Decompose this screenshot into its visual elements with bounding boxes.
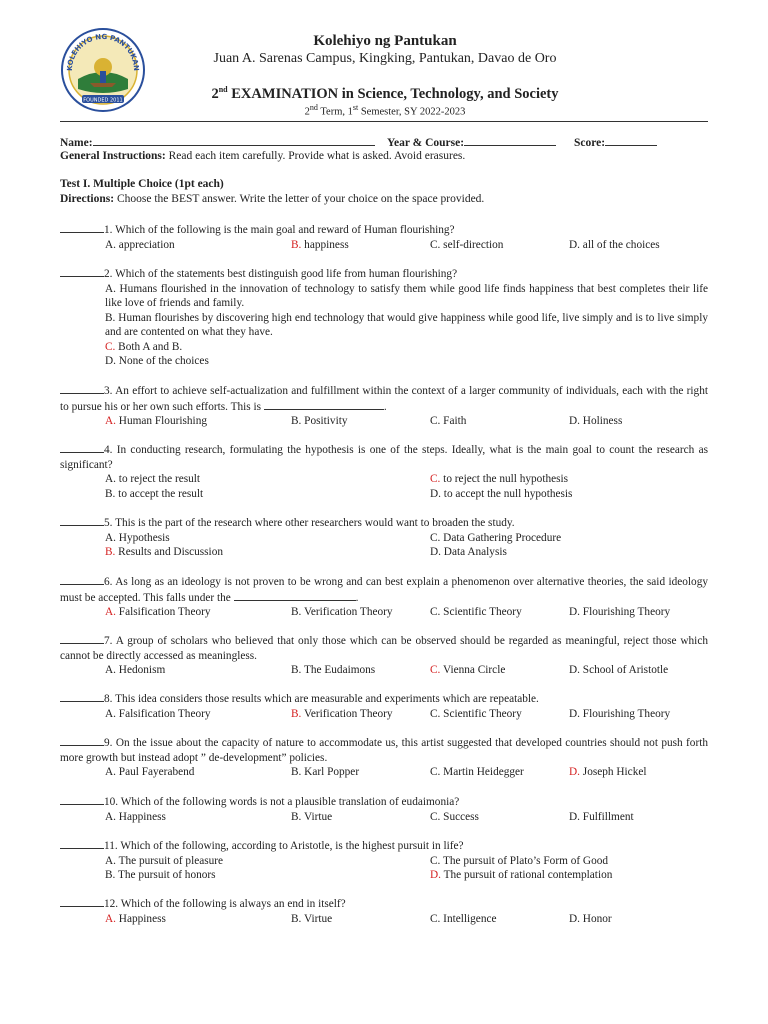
exam-title: 2nd EXAMINATION in Science, Technology, and Society xyxy=(211,85,559,102)
option-d: D. Flourishing Theory xyxy=(569,606,671,618)
school-seal-logo xyxy=(60,27,146,113)
question-2: 2. Which of the statements best distinguish good life from human flourishing? A. Humans flourished in the innovation of technology to satisfy them while good life finds happiness that best completes their life like love of friends and family. B. Human flourishes by discovering high end technology that would give happiness while good life, live simply and is to live simply and are contented on what they have. C. Both A and B. D. None of the choices xyxy=(60,266,708,369)
option-a: A. Happiness xyxy=(105,810,166,823)
option-d: D. Flourishing Theory xyxy=(569,707,671,720)
option-c: C. Scientific Theory xyxy=(430,707,522,720)
option-c: C. Data Gathering Procedure xyxy=(430,531,562,544)
option-b: B. The Eudaimons xyxy=(291,664,376,676)
option-a: A. to reject the result xyxy=(105,473,201,485)
question-8: 8. This idea considers those results which are measurable and experiments which are repeatable. A. Falsification Theory B. Verification Theory C. Scientific Theory D. Flourishing Theory xyxy=(60,691,708,721)
option-b: B. happiness xyxy=(291,238,349,251)
school-name: Kolehiyo ng Pantukan xyxy=(313,33,457,49)
option-c: C. The pursuit of Plato’s Form of Good xyxy=(430,854,609,867)
option-c: C. Martin Heidegger xyxy=(430,766,524,778)
answer-blank[interactable] xyxy=(60,442,104,453)
answer-blank[interactable] xyxy=(60,735,104,746)
option-c: C. Vienna Circle xyxy=(430,664,506,676)
test-title: Test I. Multiple Choice (1pt each) xyxy=(60,178,224,190)
option-a: A. Falsification Theory xyxy=(105,707,211,720)
question-9: 9. On the issue about the capacity of nature to accommodate us, this artist suggested that developed countries should not push forth more growth but instead adopt ” de-development” policies. A. Paul Fayerabend B. Karl Popper C. Martin Heidegger D. Joseph Hickel xyxy=(60,737,708,778)
option-c: C. Success xyxy=(430,810,479,823)
option-a: A. Human Flourishing xyxy=(105,415,207,427)
option-c: C. Scientific Theory xyxy=(430,606,522,618)
option-d: D. Joseph Hickel xyxy=(569,766,647,778)
question-7: 7. A group of scholars who believed that only those which can be observed should be regarded as meaningful, reject those which cannot be directly accessed as meaningless. A. Hedonism B. The Eudaimons C. Vienna Circle D. School of Aristotle xyxy=(60,635,708,676)
option-b: B. to accept the result xyxy=(105,487,204,500)
option-d: D. all of the choices xyxy=(569,238,660,251)
option-d: D. Fulfillment xyxy=(569,810,634,823)
svg-text:FOUNDED 2011: FOUNDED 2011 xyxy=(83,97,123,104)
option-a: A. Humans flourished in the innovation of technology to satisfy them while good life finds happiness that best completes their life like love of friends and family. xyxy=(105,282,708,309)
answer-blank[interactable] xyxy=(60,838,104,849)
svg-text:KOLEHIYO NG PANTUKAN: KOLEHIYO NG PANTUKAN xyxy=(65,32,141,72)
option-d: D. to accept the null hypothesis xyxy=(430,487,573,500)
general-instructions: General Instructions: Read each item carefully. Provide what is asked. Avoid erasures. xyxy=(60,150,466,162)
answer-blank[interactable] xyxy=(60,222,104,233)
option-a: A. Paul Fayerabend xyxy=(105,766,195,778)
option-b: B. Karl Popper xyxy=(291,766,360,778)
score-field[interactable]: Score: xyxy=(574,134,657,149)
year-course-field[interactable]: Year & Course: xyxy=(387,134,556,149)
answer-blank[interactable] xyxy=(60,896,104,907)
question-1: 1. Which of the following is the main goal and reward of Human flourishing? A. appreciation B. happiness C. self-direction D. all of the choices xyxy=(60,222,708,252)
option-c: C. Intelligence xyxy=(430,912,497,925)
option-b: B. Results and Discussion xyxy=(105,546,223,558)
answer-blank[interactable] xyxy=(60,515,104,526)
option-b: B. Virtue xyxy=(291,912,333,925)
option-d: D. None of the choices xyxy=(105,355,209,367)
option-d: D. School of Aristotle xyxy=(569,664,669,676)
campus-address: Juan A. Sarenas Campus, Kingking, Pantukan, Davao de Oro xyxy=(213,51,557,66)
option-d: D. The pursuit of rational contemplation xyxy=(430,869,613,881)
option-b: B. Virtue xyxy=(291,810,333,823)
answer-blank[interactable] xyxy=(60,574,104,585)
question-4: 4. In conducting research, formulating the hypothesis is one of the steps. Ideally, what is the main goal to count the research as significant? A. to reject the result C. to reject the null hypothesis B. to accept the result D. to accept the null hypothesis xyxy=(60,444,708,500)
question-3: 3. An effort to achieve self-actualization and fulfillment within the context of a larger community of individuals, each with the right to pursue his or her own such efforts. This is . A. Human Flourishing B. Positivity C. Faith D. Holiness xyxy=(60,385,708,427)
question-12: 12. Which of the following is always an end in itself? A. Happiness B. Virtue C. Intelligence D. Honor xyxy=(60,896,708,926)
option-d: D. Data Analysis xyxy=(430,546,507,558)
answer-blank[interactable] xyxy=(60,383,104,394)
option-a: A. The pursuit of pleasure xyxy=(105,854,224,867)
option-a: A. Hypothesis xyxy=(105,531,170,544)
question-11: 11. Which of the following, according to Aristotle, is the highest pursuit in life? A. The pursuit of pleasure C. The pursuit of Plato’s Form of Good B. The pursuit of honors D. The pursuit of rational contemplation xyxy=(60,838,708,883)
option-c: C. to reject the null hypothesis xyxy=(430,473,569,485)
option-b: B. Verification Theory xyxy=(291,606,393,618)
option-d: D. Holiness xyxy=(569,415,623,427)
option-b: B. Positivity xyxy=(291,415,348,427)
test-directions: Directions: Choose the BEST answer. Write the letter of your choice on the space provided. xyxy=(60,193,485,205)
option-a: A. Happiness xyxy=(105,912,166,925)
option-a: A. appreciation xyxy=(105,238,175,251)
answer-blank[interactable] xyxy=(60,691,104,702)
option-b: B. Human flourishes by discovering high end technology that would give happiness while good life, live simply and is to live simply and are contented on what they have. xyxy=(105,311,708,338)
option-c: C. Both A and B. xyxy=(105,340,183,353)
option-a: A. Falsification Theory xyxy=(105,606,211,618)
answer-blank[interactable] xyxy=(60,794,104,805)
name-field[interactable]: Name: xyxy=(60,134,375,149)
question-6: 6. As long as an ideology is not proven to be wrong and can best explain a phenomenon over alternative theories, the said ideology must be accepted. This falls under the . A. Falsification Theory B. Verification Theory C. Scientific Theory D. Flourishing Theory xyxy=(60,576,708,618)
option-a: A. Hedonism xyxy=(105,664,166,676)
header-divider xyxy=(60,121,708,122)
term-line: 2nd Term, 1st Semester, SY 2022-2023 xyxy=(304,103,466,118)
option-b: B. Verification Theory xyxy=(291,707,393,720)
option-d: D. Honor xyxy=(569,912,612,925)
option-b: B. The pursuit of honors xyxy=(105,869,216,881)
answer-blank[interactable] xyxy=(60,633,104,644)
question-5: 5. This is the part of the research where other researchers would want to broaden the study. A. Hypothesis C. Data Gathering Procedure B. Results and Discussion D. Data Analysis xyxy=(60,515,708,560)
question-10: 10. Which of the following words is not a plausible translation of eudaimonia? A. Happiness B. Virtue C. Success D. Fulfillment xyxy=(60,794,708,824)
answer-blank[interactable] xyxy=(60,266,104,277)
option-c: C. self-direction xyxy=(430,238,504,251)
option-c: C. Faith xyxy=(430,415,467,427)
